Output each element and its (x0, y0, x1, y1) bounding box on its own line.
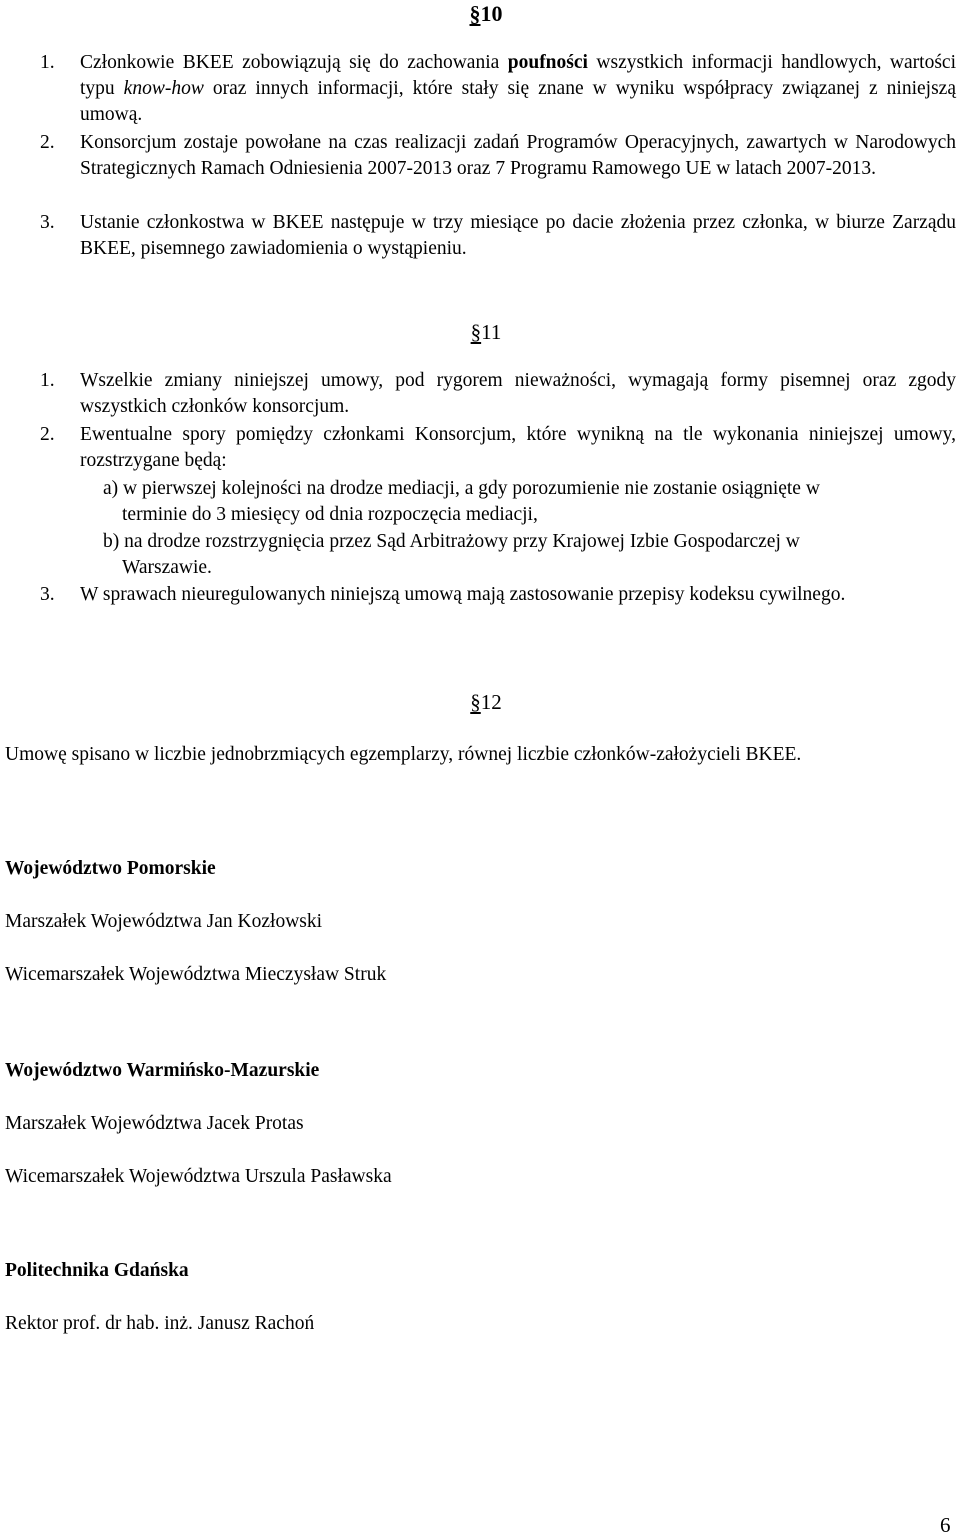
item-text: Ustanie członkostwa w BKEE następuje w trzy miesiące po dacie złożenia przez członka, w biurze Zarządu BKEE, pisemnego zawiadomienia o wystąpieniu. (80, 212, 956, 259)
item-text: Ewentualne spory pomiędzy członkami Konsorcjum, które wynikną na tle wykonania niniejszej umowy, rozstrzygane będą: (80, 424, 956, 471)
item-number: 3. (40, 584, 55, 605)
signatory-person: Marszałek Województwa Jan Kozłowski (5, 911, 323, 932)
signatory-org-pomorskie: Województwo Pomorskie (5, 858, 216, 879)
signatory-person: Wicemarszałek Województwa Urszula Pasławska (5, 1166, 392, 1187)
subitem-a (103, 476, 956, 528)
section-number: 10 (480, 1, 503, 26)
section-10-item-1 (40, 50, 956, 128)
italic-term: know-how (123, 78, 204, 99)
subitem-text: w pierwszej kolejności na drodze mediacji, a gdy porozumienie nie zostanie osiągnięte w (123, 478, 820, 499)
section-sign: § (470, 690, 481, 714)
item-text: W sprawach nieuregulowanych niniejszą umową mają zastosowanie przepisy kodeksu cywilnego. (80, 584, 846, 605)
subitem-b (103, 529, 956, 581)
section-10-item-2 (40, 130, 956, 182)
signatory-person: Wicemarszałek Województwa Mieczysław Struk (5, 964, 387, 985)
subitem-label: b) (103, 531, 120, 552)
subitem-continuation: terminie do 3 miesięcy od dnia rozpoczęcia mediacji, (122, 504, 538, 525)
item-number: 3. (40, 212, 55, 233)
text-segment: oraz innych informacji, które stały się znane w wyniku współpracy związanej z niniejszą umową. (80, 78, 956, 125)
subitem-label: a) (103, 478, 119, 499)
section-10-item-3 (40, 210, 956, 262)
item-number: 1. (40, 370, 55, 391)
subitem-line (103, 529, 956, 555)
text-segment: wszystkich informacji handlowych, wartości typu (80, 52, 956, 99)
section-11-item-1 (40, 368, 956, 420)
page-number: 6 (940, 1513, 951, 1537)
signatory-org-politechnika: Politechnika Gdańska (5, 1260, 189, 1281)
subitem-text: na drodze rozstrzygnięcia przez Sąd Arbitrażowy przy Krajowej Izbie Gospodarczej w (124, 531, 800, 552)
subitem-line (103, 476, 956, 502)
section-11-item-3 (40, 582, 956, 608)
subitem-continuation: Warszawie. (122, 557, 212, 578)
section-12-heading (456, 688, 516, 716)
bold-term: poufności (507, 52, 588, 73)
signatory-org-warminsko-mazurskie: Województwo Warmińsko-Mazurskie (5, 1060, 320, 1081)
section-10-heading (456, 0, 516, 28)
section-sign: § (470, 320, 482, 344)
text-segment: Członkowie BKEE zobowiązują się do zachowania (80, 52, 508, 73)
item-text (80, 50, 956, 128)
section-number: 11 (481, 320, 502, 344)
section-sign: § (469, 1, 481, 26)
item-text: Konsorcjum zostaje powołane na czas realizacji zadań Programów Operacyjnych, zawartych w Narodowych Strategicznych Ramach Odniesienia 2007-2013 oraz 7 Programu Ramowego UE w latach 2007-2013. (80, 132, 956, 179)
closing-paragraph: Umowę spisano w liczbie jednobrzmiących egzemplarzy, równej liczbie członków-założycieli BKEE. (5, 744, 802, 765)
section-11-item-2 (40, 422, 956, 474)
section-11-heading (456, 318, 516, 346)
signatory-person: Rektor prof. dr hab. inż. Janusz Rachoń (5, 1313, 315, 1334)
item-number: 2. (40, 424, 55, 445)
section-number: 12 (480, 690, 502, 714)
item-number: 1. (40, 52, 55, 73)
signatory-person: Marszałek Województwa Jacek Protas (5, 1113, 304, 1134)
item-number: 2. (40, 132, 55, 153)
item-text: Wszelkie zmiany niniejszej umowy, pod rygorem nieważności, wymagają formy pisemnej oraz zgody wszystkich członków konsorcjum. (80, 370, 956, 417)
